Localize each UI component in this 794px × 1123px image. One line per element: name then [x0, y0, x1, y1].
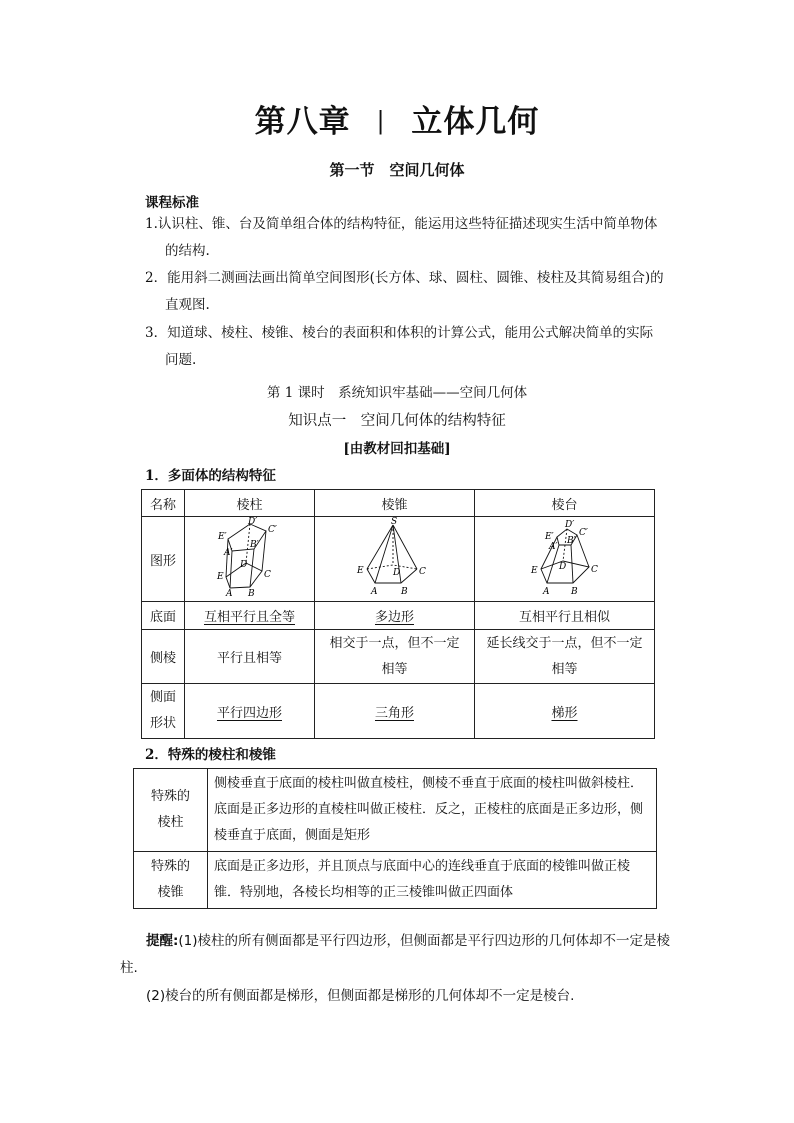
label-a-prime: A′: [548, 542, 558, 552]
table-row: [142, 602, 655, 630]
chapter-name: 立体几何: [411, 104, 540, 140]
header-name: 名称: [142, 490, 185, 517]
base-frustum: 互相平行且相似: [475, 602, 655, 630]
special-pyramid-label: 特殊的 棱锥: [134, 852, 208, 909]
label-e: E: [530, 566, 538, 576]
label-c-prime: C′: [267, 525, 277, 535]
face-prism: 平行四边形: [185, 684, 315, 739]
tip-paragraph-1: 提醒:(1)棱柱的所有侧面都是平行四边形，但侧面都是平行四边形的几何体却不一定是棱柱.: [120, 933, 671, 976]
base-pyramid: 多边形: [315, 602, 475, 630]
label-a: A: [370, 587, 377, 597]
frustum-figure-cell: [475, 517, 655, 602]
header-frustum: 棱台: [475, 490, 655, 517]
label-e-prime: E′: [217, 532, 227, 542]
prism-figure: [210, 517, 290, 597]
table-row: [142, 517, 655, 602]
table-row: [142, 684, 655, 739]
label-d-prime: D′: [564, 520, 574, 530]
label-c: C: [263, 570, 271, 580]
label-b: B: [400, 587, 408, 597]
special-pyramid-text: 底面是正多边形，并且顶点与底面中心的连线垂直于底面的棱锥叫做正棱锥．特别地，各棱长均相等的正三棱锥叫做正四面体: [208, 852, 657, 909]
label-b-prime: B′: [566, 536, 576, 546]
edge-row-label: 侧棱: [142, 630, 185, 684]
label-c-prime: C′: [578, 528, 588, 538]
tip-label: 提醒:: [146, 933, 179, 949]
label-d: D: [558, 562, 566, 572]
header-prism: 棱柱: [185, 490, 315, 517]
label-d: D: [392, 568, 400, 578]
label-b: B: [247, 589, 255, 597]
face-row-label: 侧面 形状: [142, 684, 185, 739]
label-b: B: [570, 587, 578, 597]
lesson-line: 第 1 课时 系统知识牢基础——空间几何体: [266, 385, 528, 401]
base-prism: 互相平行且全等: [185, 602, 315, 630]
label-d-prime: D′: [247, 517, 257, 527]
tip-paragraph-2: (2)棱台的所有侧面都是梯形，但侧面都是梯形的几何体却不一定是棱台.: [146, 988, 575, 1004]
polyhedron-table: [141, 489, 655, 739]
part2-heading: 2．特殊的棱柱和棱锥: [145, 747, 276, 763]
chapter-number: 第八章: [254, 104, 351, 140]
label-e: E: [216, 572, 224, 582]
table-row: [134, 852, 657, 909]
header-pyramid: 棱锥: [315, 490, 475, 517]
part1-heading: 1．多面体的结构特征: [145, 468, 276, 484]
table-row: [142, 490, 655, 517]
standards-heading: 课程标准: [145, 195, 199, 211]
table-row: [142, 630, 655, 684]
pyramid-figure-cell: [315, 517, 475, 602]
special-prism-label: 特殊的 棱柱: [134, 769, 208, 852]
label-a: A: [542, 587, 549, 597]
figure-row-label: 图形: [142, 517, 185, 602]
edge-prism: 平行且相等: [185, 630, 315, 684]
special-solids-table: [133, 768, 657, 909]
edge-pyramid: 相交于一点，但不一定 相等: [315, 630, 475, 684]
label-a-prime: A′: [223, 548, 233, 558]
label-s: S: [390, 517, 397, 527]
prism-figure-cell: [185, 517, 315, 602]
standard-item-3: 3．知道球、棱柱、棱锥、棱台的表面积和体积的计算公式，能用公式解决简单的实际 问题.: [145, 325, 654, 368]
face-pyramid: 三角形: [315, 684, 475, 739]
label-e-prime: E′: [544, 532, 554, 542]
label-c: C: [418, 567, 426, 577]
knowledge-point-title: 知识点一 空间几何体的结构特征: [288, 413, 506, 429]
face-frustum: 梯形: [475, 684, 655, 739]
label-d: D: [239, 560, 247, 570]
label-e: E: [356, 566, 364, 576]
chapter-title: [0, 96, 794, 141]
label-a: A: [225, 589, 232, 597]
pyramid-figure: [353, 517, 437, 597]
frustum-figure: [523, 517, 607, 597]
standard-item-1: 1.认识柱、锥、台及简单组合体的结构特征，能运用这些特征描述现实生活中简单物体 的结构.: [145, 216, 658, 259]
edge-frustum: 延长线交于一点，但不一定 相等: [475, 630, 655, 684]
label-b-prime: B′: [249, 540, 259, 550]
special-prism-text: 侧棱垂直于底面的棱柱叫做直棱柱，侧棱不垂直于底面的棱柱叫做斜棱柱．底面是正多边形的直棱柱叫做正棱柱．反之，正棱柱的底面是正多边形，侧棱垂直于底面，侧面是矩形: [208, 769, 657, 852]
section-title: 第一节 空间几何体: [329, 161, 465, 179]
label-c: C: [590, 565, 598, 575]
standard-item-2: 2．能用斜二测画法画出简单空间图形(长方体、球、圆柱、圆锥、棱柱及其简易组合)的 直观图.: [145, 270, 664, 313]
textbook-tag: [由教材回扣基础]: [343, 441, 451, 457]
table-row: [134, 769, 657, 852]
chapter-separator: |: [376, 107, 386, 135]
base-row-label: 底面: [142, 602, 185, 630]
